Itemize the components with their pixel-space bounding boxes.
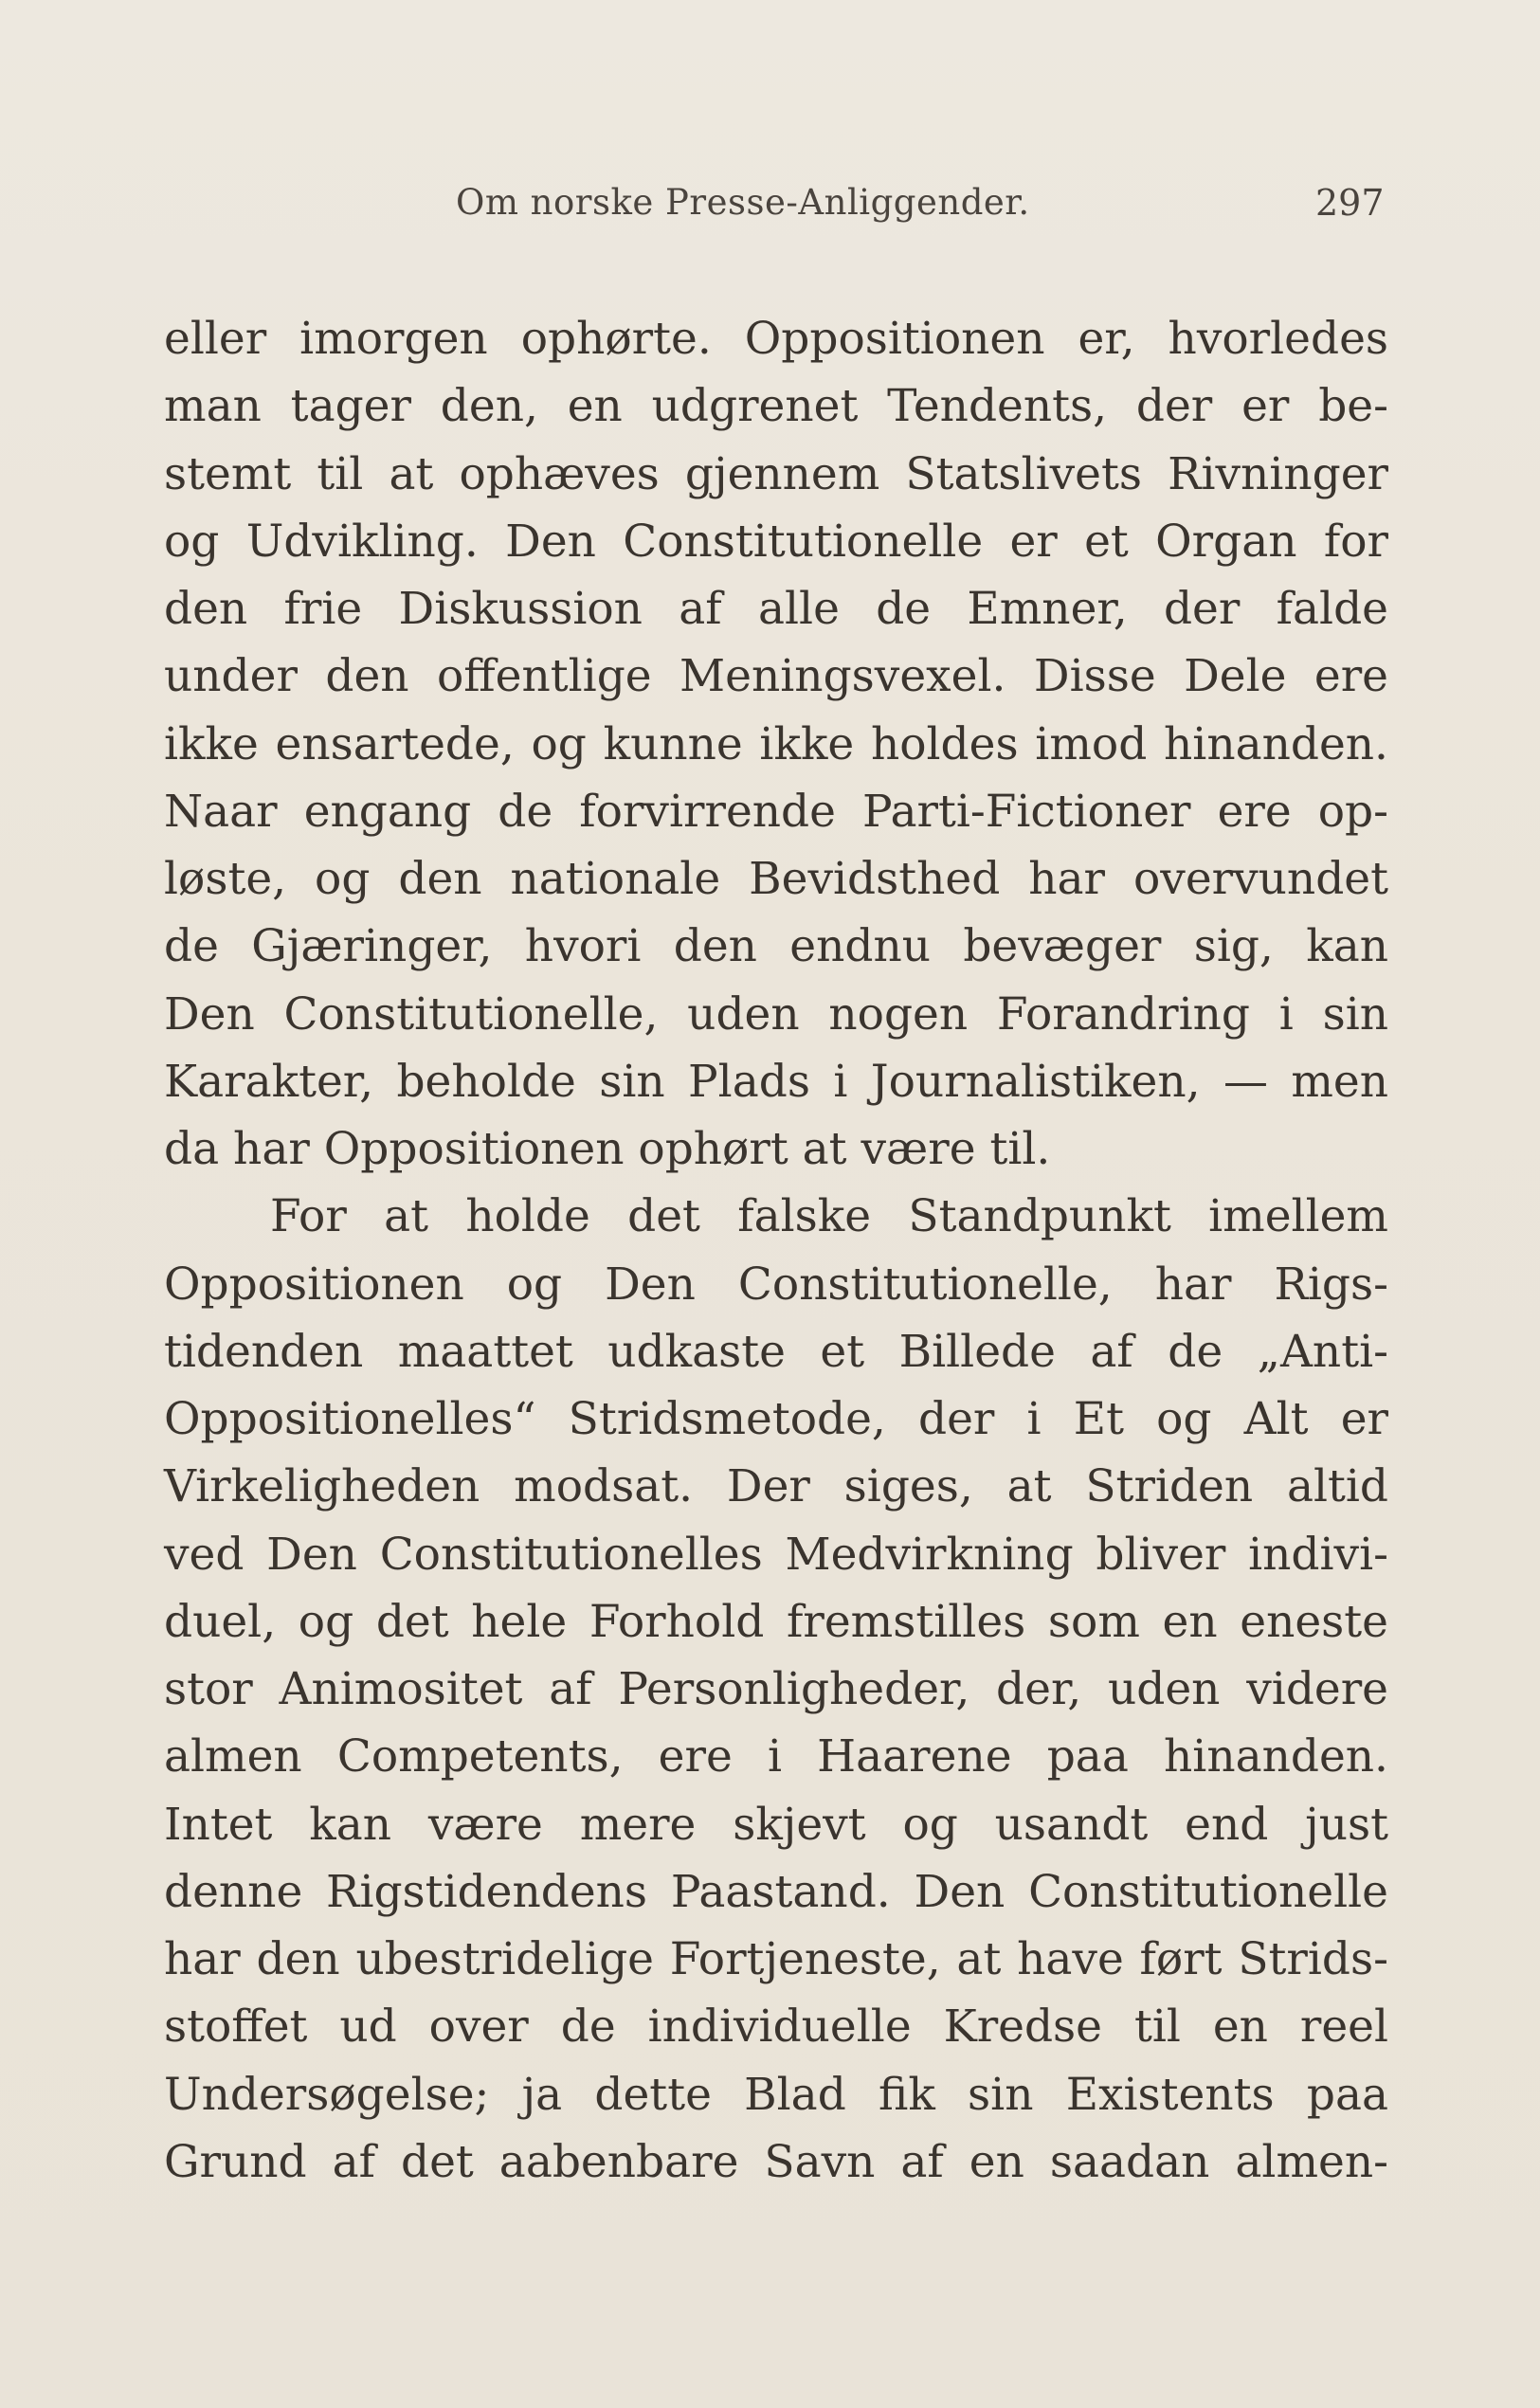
text-line: Intet kan være mere skjevt og usandt end just bbox=[164, 1798, 1388, 1851]
page-number: 297 bbox=[1315, 182, 1385, 224]
paragraph-first-line: For at holde det falske Standpunkt imellem bbox=[270, 1190, 1388, 1243]
text-line: Den Constitutionelle, uden nogen Forandring i sin bbox=[164, 987, 1388, 1041]
text-line: tidenden maattet udkaste et Billede af de „Anti- bbox=[164, 1325, 1388, 1378]
text-line: stoffet ud over de individuelle Kredse til en reel bbox=[164, 2001, 1388, 2054]
paragraph-last-line: da har Oppositionen ophørt at være til. bbox=[164, 1123, 1051, 1175]
text-line: eller imorgen ophørte. Oppositionen er, hvorledes bbox=[164, 313, 1388, 365]
text-line: de Gjæringer, hvori den endnu bevæger sig, kan bbox=[164, 920, 1388, 973]
text-line: stemt til at ophæves gjennem Statslivets Rivninger bbox=[164, 447, 1388, 500]
text-line: og Udvikling. Den Constitutionelle er et Organ for bbox=[164, 515, 1388, 568]
text-line: Karakter, beholde sin Plads i Journalistiken, — men bbox=[164, 1055, 1388, 1108]
text-line: har den ubestridelige Fortjeneste, at have ført Strids- bbox=[164, 1933, 1388, 1985]
page-header bbox=[0, 182, 1540, 239]
text-line: ikke ensartede, og kunne ikke holdes imod hinanden. bbox=[164, 717, 1388, 770]
text-line: almen Competents, ere i Haarene paa hinanden. bbox=[164, 1730, 1388, 1783]
text-line: Undersøgelse; ja dette Blad fik sin Existents paa bbox=[164, 2068, 1388, 2121]
running-title: Om norske Presse-Anliggender. bbox=[456, 182, 1030, 223]
text-line: Virkeligheden modsat. Der siges, at Striden altid bbox=[164, 1460, 1388, 1513]
text-line: ved Den Constitutionelles Medvirkning bliver indivi- bbox=[164, 1528, 1388, 1581]
text-line: løste, og den nationale Bevidsthed har overvundet bbox=[164, 853, 1388, 905]
text-line: Oppositionen og Den Constitutionelle, har Rigs- bbox=[164, 1258, 1388, 1311]
text-line: man tager den, en udgrenet Tendents, der er be- bbox=[164, 380, 1388, 433]
text-line: stor Animositet af Personligheder, der, uden videre bbox=[164, 1663, 1388, 1715]
text-line: Naar engang de forvirrende Parti-Fictioner ere op- bbox=[164, 785, 1388, 838]
text-line: under den offentlige Meningsvexel. Disse Dele ere bbox=[164, 650, 1388, 703]
text-line: Oppositionelles“ Stridsmetode, der i Et og Alt er bbox=[164, 1393, 1388, 1445]
text-line: Grund af det aabenbare Savn af en saadan almen- bbox=[164, 2135, 1388, 2188]
text-line: den frie Diskussion af alle de Emner, der falde bbox=[164, 583, 1388, 635]
text-line: duel, og det hele Forhold fremstilles som en eneste bbox=[164, 1595, 1388, 1648]
body-text bbox=[164, 305, 1388, 2196]
text-line: denne Rigstidendens Paastand. Den Constitutionelle bbox=[164, 1865, 1388, 1918]
